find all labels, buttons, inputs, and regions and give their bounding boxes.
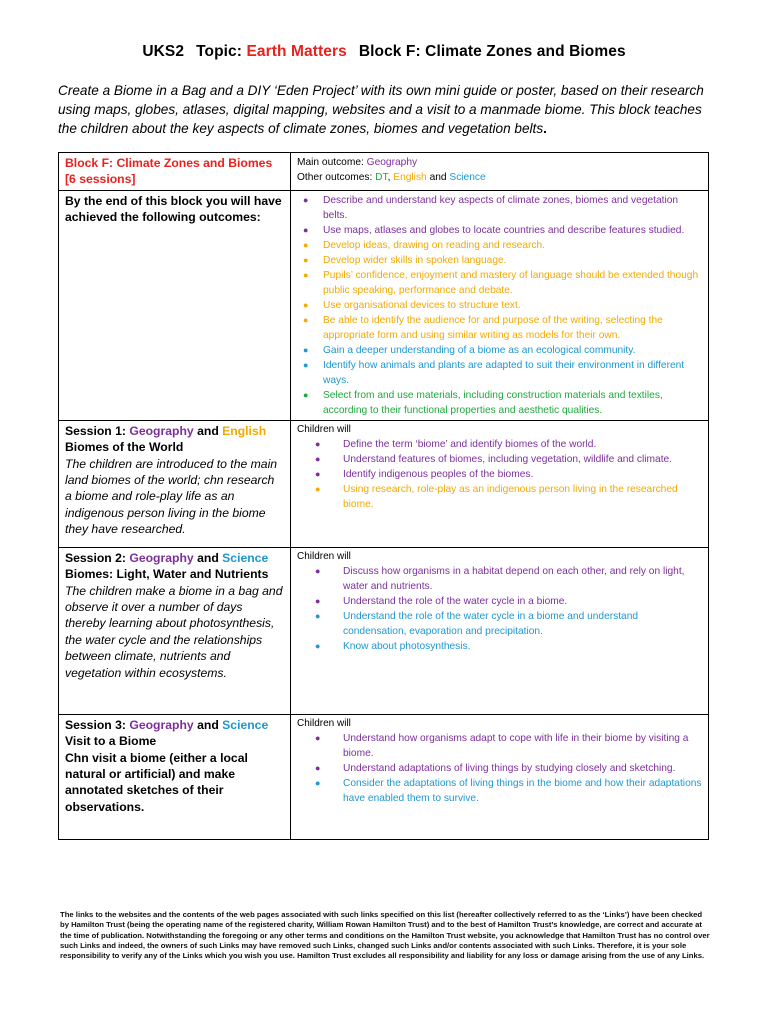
outcome-item: [297, 437, 702, 452]
session-2-outcomes-cell: [291, 547, 709, 714]
other-outcomes-label: Other outcomes:: [297, 172, 373, 183]
session-1-cell: [59, 420, 291, 547]
bullet-icon: ●: [303, 194, 309, 205]
outcomes-list: [297, 193, 702, 418]
outcome-item: [297, 609, 702, 639]
page-title: [0, 43, 768, 61]
other-outcome-science: Science: [449, 172, 486, 183]
block-title: Block F: Climate Zones and Biomes [6 sessions]: [65, 156, 273, 187]
outcome-item: [297, 358, 702, 388]
bullet-icon: ●: [315, 595, 321, 606]
session-outcomes-list: [297, 731, 702, 806]
outcome-text: Identify how animals and plants are adapted to suit their environment in different ways.: [323, 359, 685, 386]
outcome-item: [297, 298, 702, 313]
outcome-text: Use organisational devices to structure text.: [323, 299, 521, 311]
outcomes-row: [59, 190, 709, 420]
session-subject-geography: Geography: [129, 550, 194, 565]
children-will-label: Children will: [297, 717, 351, 729]
session-subject-english: English: [222, 423, 267, 438]
session-title: Biomes of the World: [65, 440, 184, 455]
session-subject-geography: Geography: [129, 717, 194, 732]
session-outcomes-list: [297, 564, 702, 654]
main-outcome: [297, 155, 702, 170]
session-row: [59, 714, 709, 839]
outcome-text: Understand adaptations of living things by studying closely and sketching.: [343, 762, 676, 774]
session-title: Visit to a Biome: [65, 734, 157, 749]
outcome-text: Know about photosynthesis.: [343, 640, 471, 652]
outcome-text: Understand how organisms adapt to cope with life in their biome by visiting a biome.: [343, 732, 689, 759]
outcome-text: Develop wider skills in spoken language.: [323, 254, 507, 266]
outcome-text: Use maps, atlases and globes to locate countries and describe features studied.: [323, 224, 685, 236]
session-description: Chn visit a biome (either a local natural or artificial) and make annotated sketches of their observations.: [65, 750, 248, 814]
bullet-icon: ●: [303, 239, 309, 250]
session-subject-science: Science: [222, 550, 269, 565]
bullet-icon: ●: [303, 269, 309, 280]
year-group: UKS2: [142, 43, 185, 60]
block-title-cell: [59, 153, 291, 191]
outcome-item: [297, 564, 702, 594]
other-outcome-separator: ,: [387, 172, 391, 183]
bullet-icon: ●: [315, 453, 321, 464]
children-will-label: Children will: [297, 550, 351, 562]
main-outcome-subject: Geography: [366, 157, 418, 168]
disclaimer: The links to the websites and the contents of the web pages associated with such links specified on this list (hereafter collectively referred to as the ‘Links’) have been checked by Hamilton Trust (being the operating name of the registered charity, William Rowan Hamilton Trust) and to the best of Hamilton Trust’s knowledge, are correct and accurate at the time of publication. Notwithstanding the foregoing or any other terms and conditions on the Hamilton Trust website, you acknowledge that Hamilton Trust has no control over such Links and indeed, the owners of such Links may have removed such Links, changed such Links and/or contents associated with such Links. Therefore, it is your sole responsibility to verify any of the Links which you wish you use. Hamilton Trust excludes all responsibility and liability for any loss or damage arising from the use of any Links.: [60, 910, 710, 961]
outcome-item: [297, 388, 702, 418]
outcome-item: [297, 776, 702, 806]
bullet-icon: ●: [315, 468, 321, 479]
outcome-text: Describe and understand key aspects of climate zones, biomes and vegetation belts.: [323, 194, 679, 221]
outcome-item: [297, 594, 702, 609]
bullet-icon: ●: [315, 777, 321, 788]
session-1-outcomes-cell: [291, 420, 709, 547]
outcome-text: Discuss how organisms in a habitat depend on each other, and rely on light, water and nutrients.: [343, 565, 685, 592]
outcome-text: Understand the role of the water cycle in a biome.: [343, 595, 568, 607]
outcomes-header-cell: [291, 153, 709, 191]
outcome-item: [297, 313, 702, 343]
bullet-icon: ●: [315, 565, 321, 576]
bullet-icon: ●: [315, 610, 321, 621]
outcome-text: Using research, role-play as an indigenous person living in the researched biome.: [343, 483, 678, 510]
bullet-icon: ●: [303, 224, 309, 235]
outcome-text: Select from and use materials, including construction materials and textiles, according to their functional properties and aesthetic qualities.: [323, 389, 663, 416]
outcome-item: [297, 268, 702, 298]
intro-text: Create a Biome in a Bag and a DIY ‘Eden Project’ with its own mini guide or poster, based on their research using maps, globes, atlases, digital mapping, websites and a visit to a manmade biome. This block teaches the children about the key aspects of climate zones, biomes and vegetation belts: [58, 83, 704, 136]
session-row: [59, 547, 709, 714]
outcome-text: Understand features of biomes, including vegetation, wildlife and climate.: [343, 453, 673, 465]
outcome-item: [297, 639, 702, 654]
session-title: Biomes: Light, Water and Nutrients: [65, 567, 269, 582]
other-outcome-and: and: [429, 172, 447, 183]
session-description: The children are introduced to the main land biomes of the world; chn research a biome and role-play life as an indigenous person living in the biome they have researched.: [65, 456, 278, 537]
table-header-row: [59, 153, 709, 191]
session-label: Session 1:: [65, 423, 126, 438]
session-subject-and: and: [197, 423, 219, 438]
children-will-label: Children will: [297, 423, 351, 435]
bullet-icon: ●: [315, 640, 321, 651]
session-subject-science: Science: [222, 717, 269, 732]
outcome-item: [297, 731, 702, 761]
outcome-text: Identify indigenous peoples of the biomes.: [343, 468, 534, 480]
session-3-cell: [59, 714, 291, 839]
bullet-icon: ●: [303, 344, 309, 355]
topic-name: Earth Matters: [246, 43, 347, 60]
intro-period: .: [543, 121, 547, 136]
outcome-item: [297, 452, 702, 467]
outcome-item: [297, 223, 702, 238]
main-outcome-label: Main outcome:: [297, 157, 364, 168]
bullet-icon: ●: [303, 389, 309, 400]
outcome-text: Consider the adaptations of living things in the biome and how their adaptations have enabled them to survive.: [343, 777, 702, 804]
session-subject-and: and: [197, 717, 219, 732]
outcome-text: Gain a deeper understanding of a biome as an ecological community.: [323, 344, 636, 356]
session-description: The children make a biome in a bag and observe it over a number of days thereby learning about photosynthesis, the water cycle and the relationships between climate, nutrients and vegetation within ecosystems.: [65, 583, 283, 680]
bullet-icon: ●: [303, 359, 309, 370]
bullet-icon: ●: [315, 483, 321, 494]
session-row: [59, 420, 709, 547]
session-3-outcomes-cell: [291, 714, 709, 839]
outcome-item: [297, 761, 702, 776]
session-label: Session 3:: [65, 717, 126, 732]
session-subject-and: and: [197, 550, 219, 565]
other-outcome-dt: DT: [375, 172, 388, 183]
outcomes-list-cell: [291, 190, 709, 420]
outcome-item: [297, 467, 702, 482]
outcomes-intro-cell: [59, 190, 291, 420]
session-label: Session 2:: [65, 550, 126, 565]
intro-paragraph: [58, 81, 713, 138]
outcome-item: [297, 193, 702, 223]
bullet-icon: ●: [303, 254, 309, 265]
outcome-text: Be able to identify the audience for and purpose of the writing, selecting the appropriate form and using similar writing as models for their own.: [323, 314, 663, 341]
block-table: [58, 152, 709, 840]
session-outcomes-list: [297, 437, 702, 512]
bullet-icon: ●: [303, 299, 309, 310]
outcome-item: [297, 343, 702, 358]
session-2-cell: [59, 547, 291, 714]
session-subject-geography: Geography: [129, 423, 194, 438]
bullet-icon: ●: [303, 314, 309, 325]
outcomes-intro: By the end of this block you will have achieved the following outcomes:: [65, 193, 282, 225]
outcome-text: Define the term ‘biome’ and identify biomes of the world.: [343, 438, 597, 450]
outcome-item: [297, 238, 702, 253]
outcome-text: Develop ideas, drawing on reading and research.: [323, 239, 546, 251]
outcome-text: Pupils’ confidence, enjoyment and mastery of language should be extended though public speaking, performance and debate.: [323, 269, 699, 296]
outcome-item: [297, 482, 702, 512]
other-outcome-english: English: [393, 172, 427, 183]
topic-label: Topic:: [196, 43, 243, 60]
block-name: Block F: Climate Zones and Biomes: [358, 43, 626, 60]
outcome-item: [297, 253, 702, 268]
other-outcomes: [297, 170, 702, 185]
outcome-text: Understand the role of the water cycle in a biome and understand condensation, evaporation and precipitation.: [343, 610, 639, 637]
bullet-icon: ●: [315, 438, 321, 449]
bullet-icon: ●: [315, 732, 321, 743]
bullet-icon: ●: [315, 762, 321, 773]
